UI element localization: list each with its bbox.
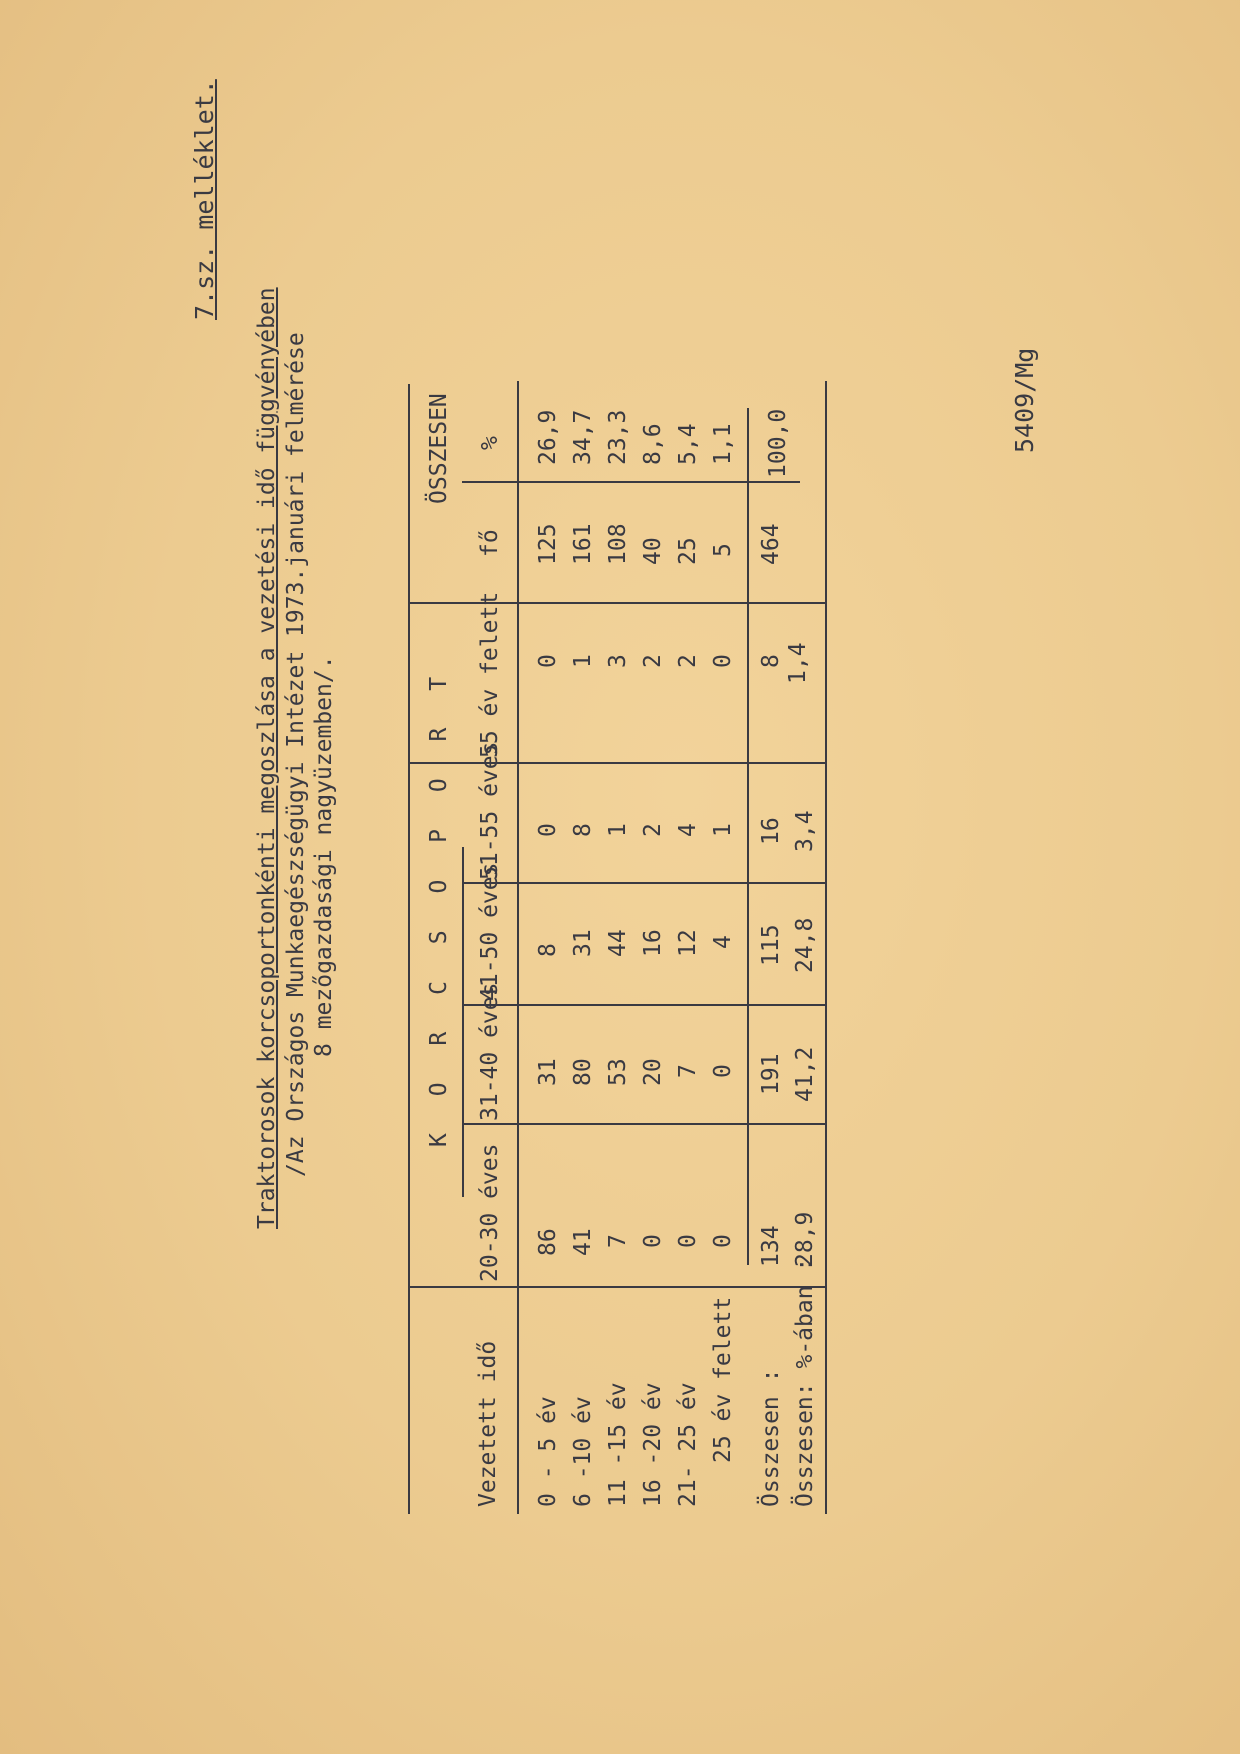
table-cell: 2 — [640, 654, 666, 668]
table-cell: 5 — [710, 543, 736, 557]
table-cell: 1 — [605, 823, 631, 837]
row-label: 16 -20 év — [640, 1382, 666, 1507]
table-cell: 0 — [710, 654, 736, 668]
col-header-55-felett: 55 év felett — [477, 591, 503, 758]
total-cell: 8 — [758, 654, 784, 668]
document-title: Traktorosok korcsoportonkénti megoszlása a vezetési idő függvényében — [254, 287, 280, 1229]
total-header-label: ÖSSZESEN — [426, 393, 452, 504]
col-header-fo: fő — [477, 529, 503, 557]
table-cell: 7 — [675, 1064, 701, 1078]
group-header-underline — [462, 847, 464, 1197]
col-header-20-30: 20-30 éves — [477, 1143, 503, 1282]
pct-cell: 24,8 — [792, 917, 818, 973]
table-cell: 2 — [675, 654, 701, 668]
table-cell: 5,4 — [675, 423, 701, 465]
row-label: 11 -15 év — [605, 1382, 631, 1507]
total-cell: 16 — [758, 817, 784, 845]
table-cell: 125 — [535, 523, 561, 565]
pct-cell: 100,0 — [765, 408, 791, 478]
table-cell: 1 — [570, 654, 596, 668]
document-subtitle: /Az Országos Munkaegészségügyi Intézet 1973.januári felmérése — [283, 332, 309, 1177]
annex-label: 7.sz. melléklet. — [190, 79, 219, 320]
table-cell: 3 — [605, 654, 631, 668]
table-cell: 4 — [675, 823, 701, 837]
totals-rule — [747, 408, 749, 1265]
table-cell: 41 — [570, 1228, 596, 1256]
col-header-31-40: 31-40 éves — [477, 982, 503, 1121]
rotated-table-sheet — [180, 79, 1100, 1617]
table-cell: 1,1 — [710, 423, 736, 465]
pct-cell: 1,4 — [785, 642, 811, 684]
table-cell: 8,6 — [640, 423, 666, 465]
table-cell: 44 — [605, 929, 631, 957]
table-cell: 53 — [605, 1058, 631, 1086]
table-cell: 0 — [710, 1064, 736, 1078]
table-cell: 1 — [710, 823, 736, 837]
table-cell: 34,7 — [570, 409, 596, 465]
document-subtitle-2: 8 mezőgazdasági nagyüzemben/. — [311, 655, 337, 1057]
pct-cell: 41,2 — [792, 1046, 818, 1102]
total-cell: 134 — [758, 1225, 784, 1267]
table-cell: 86 — [535, 1228, 561, 1256]
table-cell: 7 — [605, 1234, 631, 1248]
total-left-divider — [408, 602, 826, 604]
group-header-label: K O R C S O P O R T — [426, 665, 452, 1147]
table-cell: 26,9 — [535, 409, 561, 465]
table-bottom-rule — [825, 381, 827, 1514]
table-cell: 161 — [570, 523, 596, 565]
table-cell: 20 — [640, 1058, 666, 1086]
table-cell: 0 — [535, 654, 561, 668]
col-divider-2 — [462, 1004, 826, 1006]
total-inner-divider — [462, 481, 800, 483]
row-header-divider — [408, 1286, 826, 1288]
total-cell: 115 — [758, 924, 784, 966]
total-row-label: Összesen : — [758, 1368, 784, 1507]
table-cell: 8 — [535, 943, 561, 957]
table-cell: 23,3 — [605, 409, 631, 465]
row-label: 25 év felett — [710, 1296, 736, 1463]
total-cell: 191 — [758, 1053, 784, 1095]
table-cell: 4 — [710, 935, 736, 949]
pct-cell: 3,4 — [792, 810, 818, 852]
table-cell: 8 — [570, 823, 596, 837]
table-top-rule — [408, 384, 410, 1514]
table-cell: 16 — [640, 929, 666, 957]
col-header-pct: % — [477, 436, 503, 450]
pct-cell: 28,9 — [792, 1211, 818, 1267]
col-header-51-55: 51-55 éves — [477, 741, 503, 880]
table-cell: 2 — [640, 823, 666, 837]
row-label: 6 -10 év — [570, 1396, 596, 1507]
row-header-label: Vezetett idő — [475, 1340, 501, 1507]
header-bottom-rule — [517, 381, 519, 1514]
row-label: 0 - 5 év — [535, 1396, 561, 1507]
table-cell: 0 — [535, 823, 561, 837]
table-cell: 80 — [570, 1058, 596, 1086]
table-cell: 31 — [535, 1058, 561, 1086]
group-right-divider — [408, 762, 826, 764]
table-cell: 12 — [675, 929, 701, 957]
table-cell: 0 — [640, 1234, 666, 1248]
row-label: 21- 25 év — [675, 1382, 701, 1507]
document-reference: 5409/Mg — [1010, 347, 1039, 453]
table-cell: 108 — [605, 523, 631, 565]
col-header-41-50: 41-50 éves — [477, 862, 503, 1001]
table-cell: 25 — [675, 537, 701, 565]
pct-row-label: Összesen: %-ában : — [792, 1257, 818, 1507]
col-divider-3 — [462, 882, 826, 884]
table-cell: 31 — [570, 929, 596, 957]
total-cell: 464 — [758, 523, 784, 565]
table-cell: 40 — [640, 537, 666, 565]
table-cell: 0 — [675, 1234, 701, 1248]
col-divider-1 — [462, 1123, 826, 1125]
table-cell: 0 — [710, 1234, 736, 1248]
